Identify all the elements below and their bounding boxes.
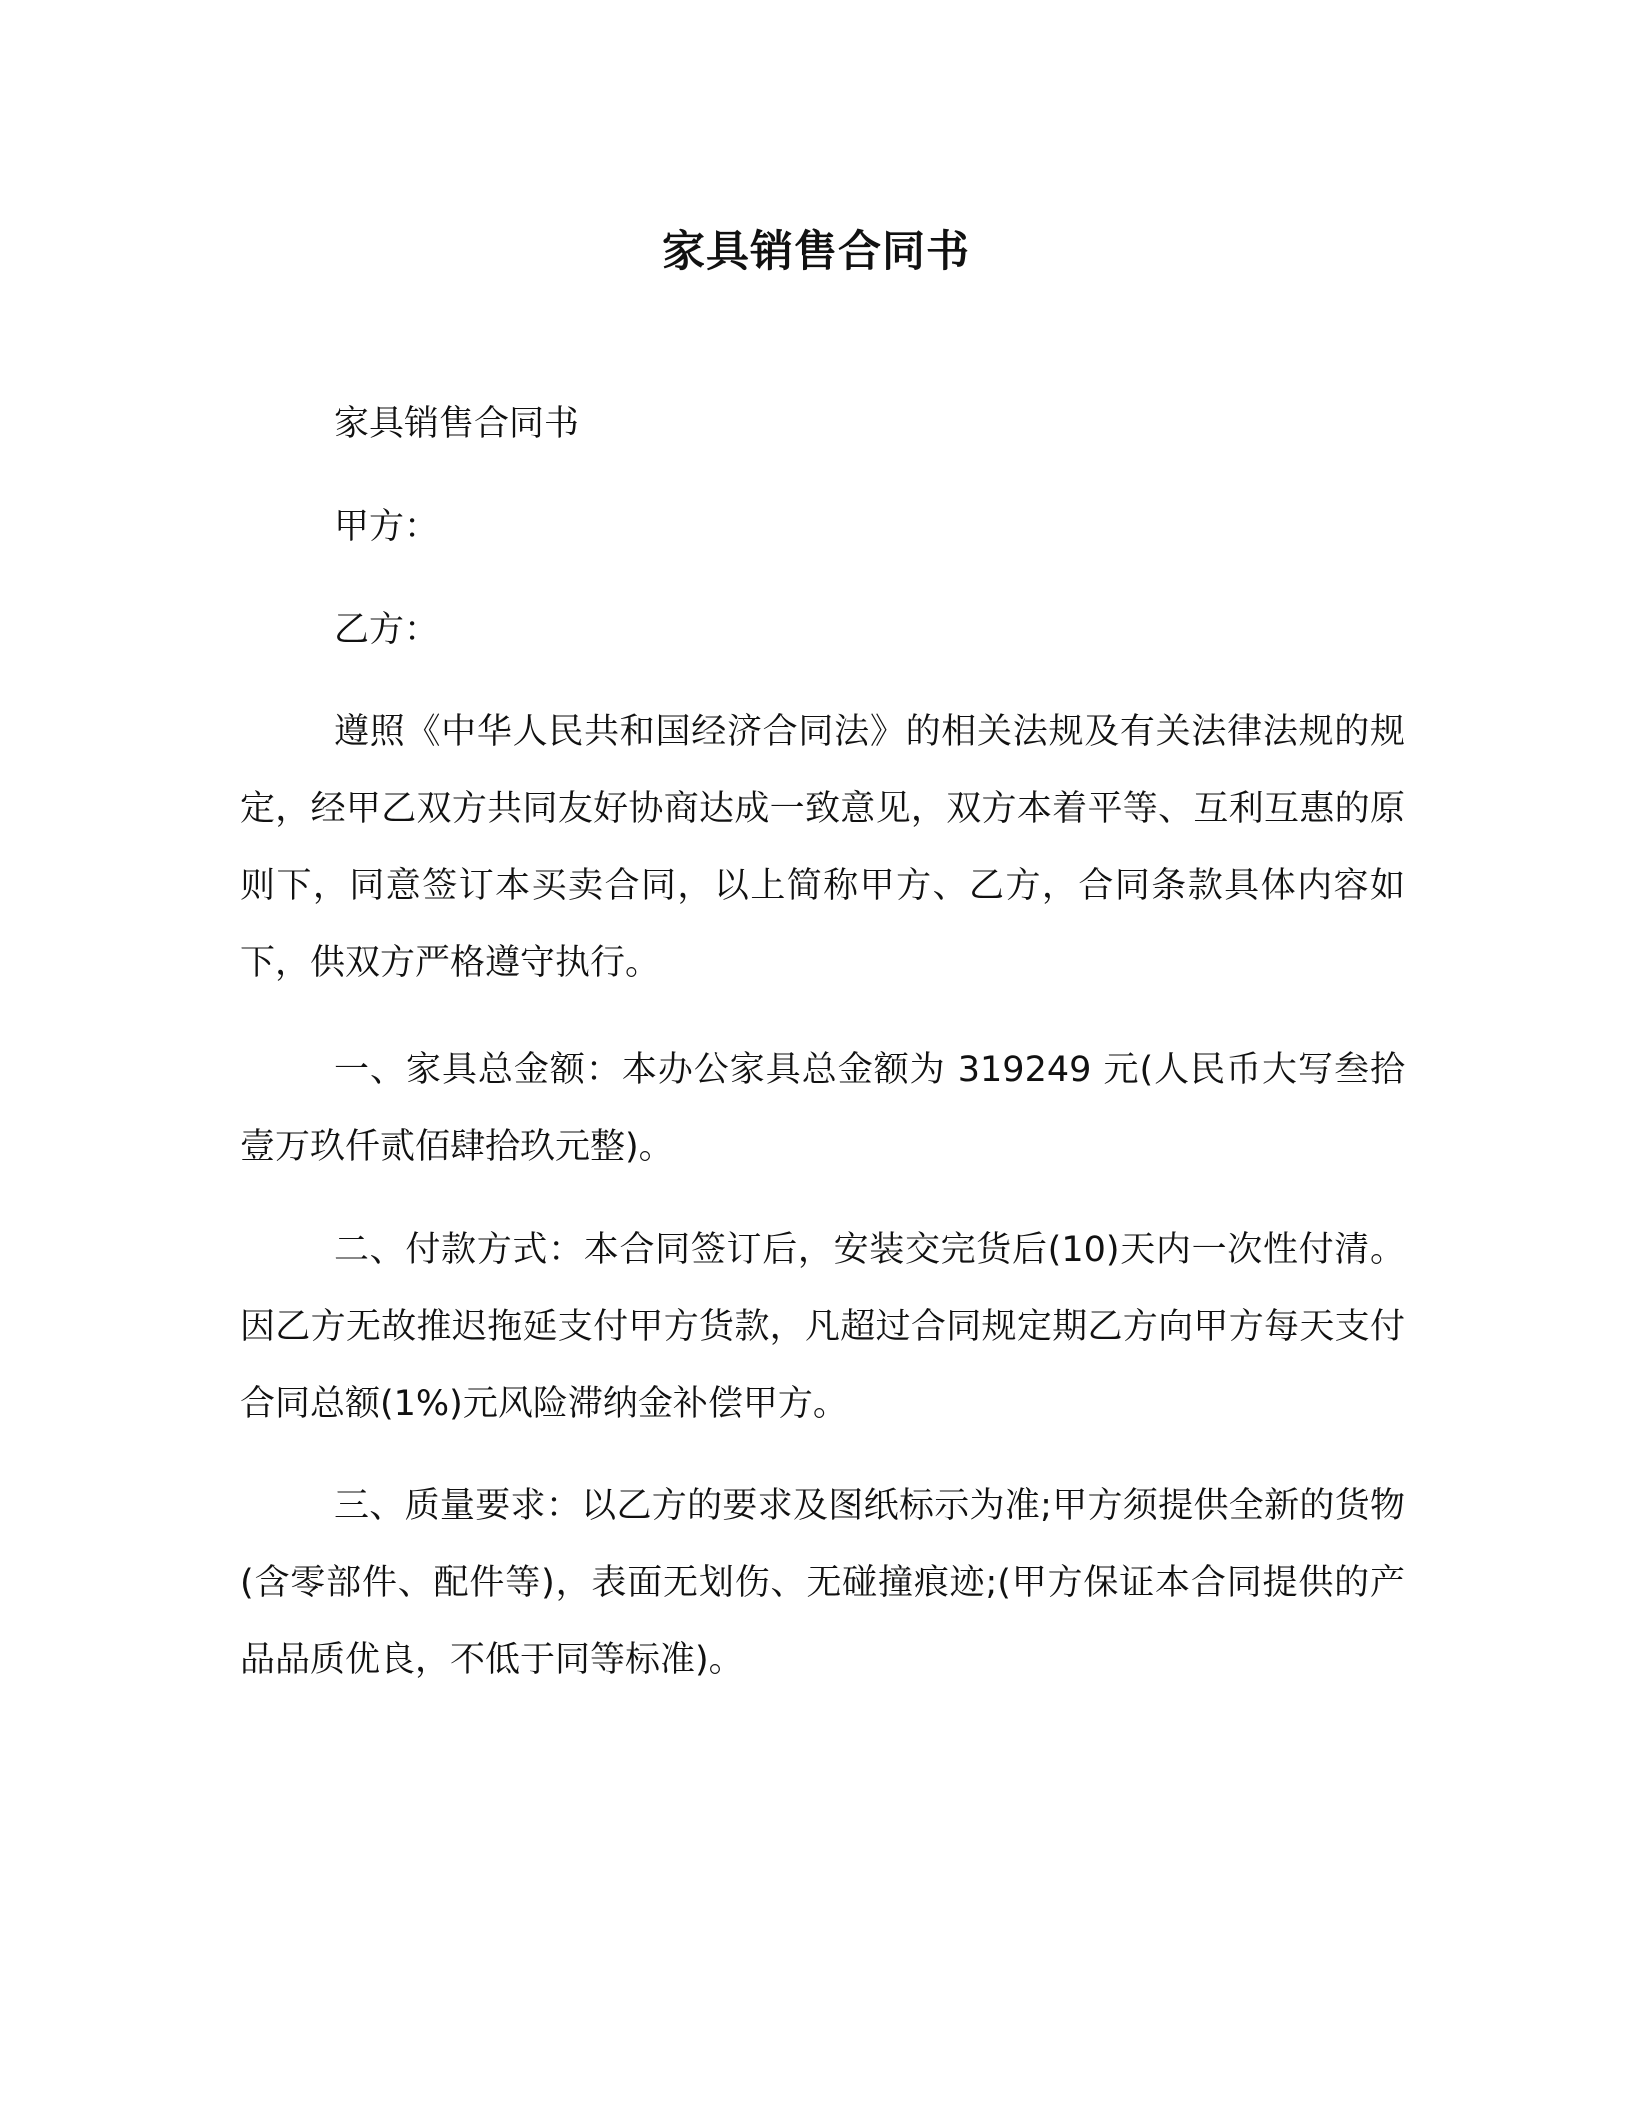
- document-subtitle: 家具销售合同书: [334, 404, 580, 444]
- preamble-paragraph: 遵照《中华人民共和国经济合同法》的相关法规及有关法律法规的规定，经甲乙双方共同友好协商达成一致意见，双方本着平等、互利互惠的原则下，同意签订本买卖合同，以上简称甲方、乙方，合同条款具体内容如下，供双方严格遵守执行。: [240, 712, 1405, 983]
- party-a-label: 甲方：: [334, 507, 440, 547]
- clause-quality-requirements: 三、质量要求：以乙方的要求及图纸标示为准;甲方须提供全新的货物(含零部件、配件等)，表面无划伤、无碰撞痕迹;(甲方保证本合同提供的产品品质优良，不低于同等标准)。: [240, 1486, 1405, 1680]
- party-b-label: 乙方：: [334, 610, 440, 650]
- clause-total-amount: 一、家具总金额：本办公家具总金额为 319249 元(人民币大写叁拾壹万玖仟贰佰肆拾玖元整)。: [240, 1050, 1405, 1167]
- clause-payment-method: 二、付款方式：本合同签订后，安装交完货后(10)天内一次性付清。因乙方无故推迟拖延支付甲方货款，凡超过合同规定期乙方向甲方每天支付合同总额(1%)元风险滞纳金补偿甲方。: [240, 1230, 1405, 1424]
- page-title: 家具销售合同书: [662, 227, 970, 277]
